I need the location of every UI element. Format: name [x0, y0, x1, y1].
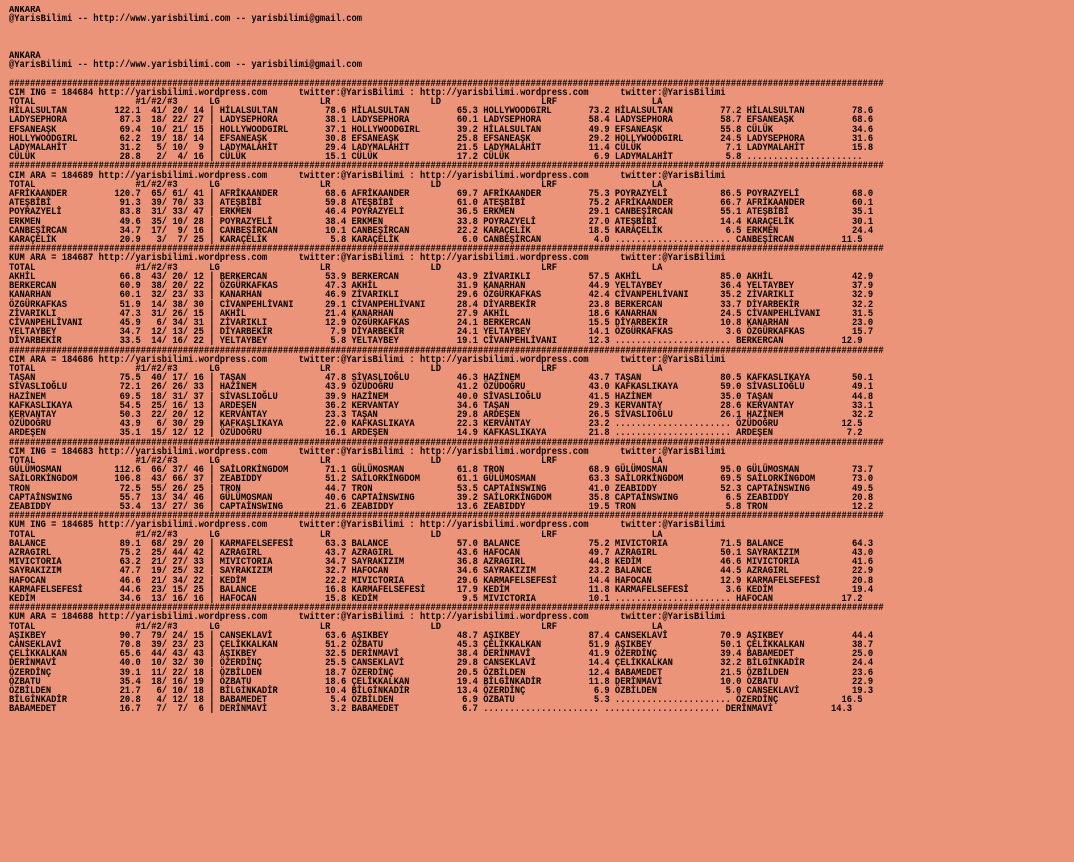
race-statistics-text: ANKARA @YarisBilimi -- http://www.yarisbilimi.com -- yarisbilimi@gmail.com ANKARA @YarisBilimi -- http://www.yarisbilimi.com -- yarisbilimi@gmail.com ###################################################################################################################################################################### CIM ING = 184684 http://yarisbilimi.wordpress.com twitter:@YarisBilimi : http://yarisbilimi.wordpress.com twitter:@YarisBilimi TOTAL #1/#2/#3 LG LR LD LRF LA HİLALSULTAN 122.1 41/ 20/ 14 | HİLALSULTAN 78.6 HİLALSULTAN 65.3 HOLLYWOODGIRL 73.2 HİLALSULTAN 77.2 HİLALSULTAN 78.6 LADYSEPHORA 87.3 18/ 22/ 27 | LADYSEPHORA 38.1 LADYSEPHORA 60.1 LADYSEPHORA 58.4 LADYSEPHORA 58.7 EFSANEAŞK 68.6 EFSANEAŞK 69.4 10/ 21/ 15 | HOLLYWOODGIRL 37.1 HOLLYWOODGIRL 39.2 HİLALSULTAN 49.9 EFSANEAŞK 55.8 CÜLÜK 34.6 HOLLYWOODGIRL 62.2 19/ 18/ 14 | EFSANEAŞK 30.8 EFSANEAŞK 25.8 EFSANEAŞK 29.2 HOLLYWOODGIRL 24.5 LADYSEPHORA 31.6 LADYMALAHİT 31.2 5/ 10/ 9 | LADYMALAHİT 29.4 LADYMALAHİT 21.5 LADYMALAHİT 11.4 CÜLÜK 7.1 LADYMALAHİT 15.8 CÜLÜK 28.8 2/ 4/ 16 | CÜLÜK 15.1 CÜLÜK 17.2 CÜLÜK 6.9 LADYMALAHİT 5.8 ...................... ###################################################################################################################################################################### CIM ARA = 184689 http://yarisbilimi.wordpress.com twitter:@YarisBilimi : http://yarisbilimi.wordpress.com twitter:@YarisBilimi TOTAL #1/#2/#3 LG LR LD LRF LA AFRİKAANDER 120.7 65/ 61/ 41 | AFRİKAANDER 68.6 AFRİKAANDER 69.7 AFRİKAANDER 75.3 POYRAZYELİ 86.5 POYRAZYELİ 68.0 ATEŞBİBİ 91.3 39/ 70/ 33 | ATEŞBİBİ 59.8 ATEŞBİBİ 61.0 ATEŞBİBİ 75.2 AFRİKAANDER 66.7 AFRİKAANDER 60.1 POYRAZYELİ 83.8 31/ 33/ 47 | ERKMEN 46.4 POYRAZYELİ 36.5 ERKMEN 29.1 CANBEŞİRCAN 55.1 ATEŞBİBİ 35.1 ERKMEN 49.6 35/ 10/ 28 | POYRAZYELİ 38.4 ERKMEN 33.8 POYRAZYELİ 27.0 ATEŞBİBİ 14.4 KARAÇELİK 30.1 CANBEŞİRCAN 34.7 17/ 9/ 16 | CANBEŞİRCAN 10.1 CANBEŞİRCAN 22.2 KARAÇELİK 18.5 KARAÇELİK 6.5 ERKMEN 24.4 KARAÇELİK 20.9 3/ 7/ 25 | KARAÇELİK 5.8 KARAÇELİK 6.0 CANBEŞİRCAN 4.0 ...................... CANBEŞİRCAN 11.5 ###################################################################################################################################################################### KUM ARA = 184687 http://yarisbilimi.wordpress.com twitter:@YarisBilimi : http://yarisbilimi.wordpress.com twitter:@YarisBilimi TOTAL #1/#2/#3 LG LR LD LRF LA AKHİL 66.8 43/ 20/ 12 | BERKERCAN 53.9 BERKERCAN 43.9 ZİVARIKLI 57.5 AKHİL 85.0 AKHİL 42.9 BERKERCAN 60.9 38/ 20/ 22 | ÖZGÜRKAFKAS 47.3 AKHİL 31.9 KANARHAN 44.9 YELTAYBEY 36.4 YELTAYBEY 37.9 KANARHAN 60.1 32/ 23/ 33 | KANARHAN 46.9 ZİVARIKLI 29.6 ÖZGÜRKAFKAS 42.4 CİVANPEHLİVANI 35.2 ZİVARIKLI 32.9 ÖZGÜRKAFKAS 51.9 14/ 38/ 30 | CİVANPEHLİVANI 29.1 CİVANPEHLİVANI 28.4 DİYARBEKİR 23.8 BERKERCAN 33.7 DİYARBEKİR 32.2 ZİVARIKLI 47.3 31/ 26/ 15 | AKHİL 21.4 KANARHAN 27.9 AKHİL 18.6 KANARHAN 24.5 CİVANPEHLİVANI 31.5 CİVANPEHLİVANI 45.9 6/ 34/ 31 | ZİVARIKLI 12.9 ÖZGÜRKAFKAS 24.1 BERKERCAN 15.5 DİYARBEKİR 10.8 KANARHAN 23.0 YELTAYBEY 34.7 12/ 13/ 25 | DİYARBEKİR 7.9 DİYARBEKİR 24.1 YELTAYBEY 14.1 ÖZGÜRKAFKAS 3.6 ÖZGÜRKAFKAS 15.7 DİYARBEKİR 33.5 14/ 16/ 22 | YELTAYBEY 5.8 YELTAYBEY 19.1 CİVANPEHLİVANI 12.3 ...................... BERKERCAN 12.9 ###################################################################################################################################################################### CIM ARA = 184686 http://yarisbilimi.wordpress.com twitter:@YarisBilimi : http://yarisbilimi.wordpress.com twitter:@YarisBilimi TOTAL #1/#2/#3 LG LR LD LRF LA TAŞAN 75.5 40/ 17/ 16 | TAŞAN 47.8 SİVASLIOĞLU 46.3 HAZİNEM 43.7 TAŞAN 80.5 KAFKASLIKAYA 50.1 SİVASLIOĞLU 72.1 26/ 26/ 33 | HAZİNEM 43.9 ÖZÜDOĞRU 41.2 ÖZÜDOĞRU 43.0 KAFKASLIKAYA 59.0 SİVASLIOĞLU 49.1 HAZİNEM 69.5 18/ 31/ 37 | SİVASLIOĞLU 39.9 HAZİNEM 40.0 SİVASLIOĞLU 41.5 HAZİNEM 35.0 TAŞAN 44.8 KAFKASLIKAYA 54.5 25/ 16/ 13 | ARDEŞEN 36.2 KERVANTAY 34.6 TAŞAN 29.3 KERVANTAY 28.6 KERVANTAY 33.1 KERVANTAY 50.3 22/ 20/ 12 | KERVANTAY 23.3 TAŞAN 29.8 ARDEŞEN 26.5 SİVASLIOĞLU 26.1 HAZİNEM 32.2 ÖZÜDOĞRU 43.9 6/ 30/ 29 | KAFKASLIKAYA 22.0 KAFKASLIKAYA 22.3 KERVANTAY 23.2 ...................... ÖZÜDOĞRU 12.5 ARDEŞEN 35.1 15/ 12/ 12 | ÖZÜDOĞRU 16.1 ARDEŞEN 14.9 KAFKASLIKAYA 21.8 ...................... ARDEŞEN 7.2 ###################################################################################################################################################################### CIM ING = 184683 http://yarisbilimi.wordpress.com twitter:@YarisBilimi : http://yarisbilimi.wordpress.com twitter:@YarisBilimi TOTAL #1/#2/#3 LG LR LD LRF LA GÜLÜMOSMAN 112.6 66/ 37/ 46 | SAİLORKİNGDOM 71.1 GÜLÜMOSMAN 61.8 TRON 68.9 GÜLÜMOSMAN 95.0 GÜLÜMOSMAN 73.7 SAİLORKİNGDOM 106.8 43/ 66/ 37 | ZEABIDDY 51.2 SAİLORKİNGDOM 61.1 GÜLÜMOSMAN 63.3 SAİLORKİNGDOM 69.5 SAİLORKİNGDOM 73.0 TRON 72.5 55/ 26/ 25 | TRON 44.7 TRON 53.5 CAPTAİNSWING 41.0 ZEABIDDY 52.3 CAPTAİNSWING 49.5 CAPTAİNSWING 55.7 13/ 34/ 46 | GÜLÜMOSMAN 40.6 CAPTAİNSWING 39.2 SAİLORKİNGDOM 35.8 CAPTAİNSWING 6.5 ZEABIDDY 20.8 ZEABIDDY 53.4 13/ 27/ 36 | CAPTAİNSWING 21.6 ZEABIDDY 13.6 ZEABIDDY 19.5 TRON 5.8 TRON 12.2 ###################################################################################################################################################################### KUM ING = 184685 http://yarisbilimi.wordpress.com twitter:@YarisBilimi : http://yarisbilimi.wordpress.com twitter:@YarisBilimi TOTAL #1/#2/#3 LG LR LD LRF LA BALANCE 89.1 68/ 29/ 20 | KARMAFELSEFESİ 63.3 BALANCE 57.0 BALANCE 75.2 MIVICTORIA 71.5 BALANCE 64.3 AZRAGIRL 75.2 25/ 44/ 42 | AZRAGIRL 43.7 AZRAGIRL 43.6 HAFOCAN 49.7 AZRAGIRL 50.1 SAYRAKIZIM 43.0 MIVICTORIA 63.2 21/ 27/ 33 | MIVICTORIA 34.7 SAYRAKIZIM 36.8 AZRAGIRL 44.8 KEDİM 46.6 MIVICTORIA 41.6 SAYRAKIZIM 47.7 19/ 25/ 32 | SAYRAKIZIM 32.7 HAFOCAN 34.6 SAYRAKIZIM 23.2 BALANCE 44.5 AZRAGIRL 22.9 HAFOCAN 46.6 21/ 34/ 22 | KEDİM 22.2 MIVICTORIA 29.6 KARMAFELSEFESİ 14.4 HAFOCAN 12.9 KARMAFELSEFESİ 20.8 KARMAFELSEFESİ 44.6 23/ 15/ 25 | BALANCE 16.8 KARMAFELSEFESİ 17.9 KEDİM 11.8 KARMAFELSEFESİ 3.6 KEDİM 19.4 KEDİM 34.6 13/ 16/ 16 | HAFOCAN 15.8 KEDİM 9.5 MIVICTORIA 10.1 ...................... HAFOCAN 17.2 ###################################################################################################################################################################### KUM ARA = 184688 http://yarisbilimi.wordpress.com twitter:@YarisBilimi : http://yarisbilimi.wordpress.com twitter:@YarisBilimi TOTAL #1/#2/#3 LG LR LD LRF LA AŞIKBEY 90.7 79/ 24/ 15 | CANSEKLAVİ 63.6 AŞIKBEY 48.7 AŞIKBEY 87.4 CANSEKLAVİ 70.9 AŞIKBEY 44.4 CANSEKLAVİ 70.8 39/ 23/ 23 | ÇELİKKALKAN 51.2 ÖZBATU 45.3 ÇELİKKALKAN 51.9 AŞIKBEY 50.1 ÇELİKKALKAN 38.7 ÇELİKKALKAN 65.6 44/ 43/ 43 | AŞIKBEY 32.5 DERİNMAVİ 38.4 DERİNMAVİ 41.9 ÖZERDİNÇ 39.4 BABAMEDET 25.0 DERİNMAVİ 40.0 10/ 32/ 30 | ÖZERDİNÇ 25.5 CANSEKLAVİ 29.8 CANSEKLAVİ 14.4 ÇELİKKALKAN 32.2 BİLGİNKADİR 24.4 ÖZERDİNÇ 39.1 11/ 22/ 18 | ÖZBİLDEN 18.7 ÖZERDİNÇ 20.5 ÖZBİLDEN 12.4 BABAMEDET 21.5 ÖZBİLDEN 23.6 ÖZBATU 35.4 18/ 16/ 19 | ÖZBATU 18.6 ÇELİKKALKAN 19.4 BİLGİNKADİR 11.8 DERİNMAVİ 10.0 ÖZBATU 22.9 ÖZBİLDEN 21.7 6/ 10/ 18 | BİLGİNKADİR 10.4 BİLGİNKADİR 13.4 ÖZERDİNÇ 6.9 ÖZBİLDEN 5.0 CANSEKLAVİ 19.3 BİLGİNKADİR 20.8 4/ 12/ 18 | BABAMEDET 5.4 ÖZBİLDEN 6.9 ÖZBATU 5.3 ...................... ÖZERDİNÇ 16.5 BABAMEDET 16.7 7/ 7/ 6 | DERİNMAVİ 3.2 BABAMEDET 6.7 ...................... ...................... DERİNMAVİ 14.3 — [9, 6, 884, 716]
document-viewport — [9, 6, 1069, 858]
